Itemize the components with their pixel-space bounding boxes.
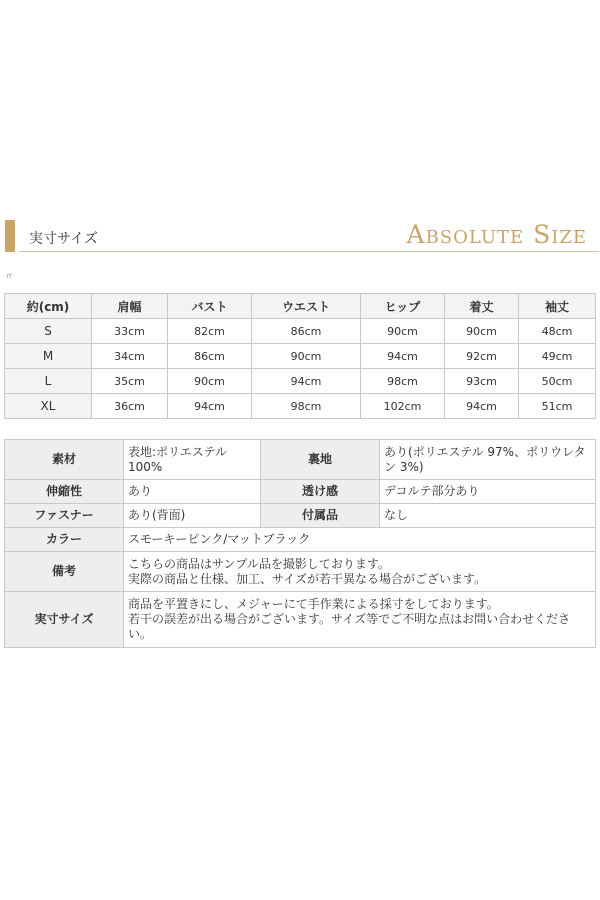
fastener-label: ファスナー	[5, 504, 124, 528]
size-cell: 33cm	[92, 319, 168, 344]
size-cell: 51cm	[519, 394, 596, 419]
table-row	[5, 344, 596, 369]
size-label: M	[5, 344, 92, 369]
size-cell: 102cm	[361, 394, 445, 419]
accessory-label: 付属品	[261, 504, 380, 528]
header-divider	[19, 251, 599, 252]
size-cell: 49cm	[519, 344, 596, 369]
size-cell: 90cm	[445, 319, 519, 344]
color-label: カラー	[5, 528, 124, 552]
size-header-sleeve: 袖丈	[519, 294, 596, 319]
size-table-header-row	[5, 294, 596, 319]
table-row	[5, 480, 596, 504]
color-value: スモーキーピンク/マットブラック	[124, 528, 596, 552]
size-cell: 50cm	[519, 369, 596, 394]
size-cell: 36cm	[92, 394, 168, 419]
size-cell: 98cm	[361, 369, 445, 394]
size-cell: 94cm	[361, 344, 445, 369]
stretch-label: 伸縮性	[5, 480, 124, 504]
table-row	[5, 504, 596, 528]
size-cell: 35cm	[92, 369, 168, 394]
table-row	[5, 528, 596, 552]
size-cell: 98cm	[252, 394, 361, 419]
section-header	[5, 220, 595, 252]
size-header-unit: 約(cm)	[5, 294, 92, 319]
table-row	[5, 369, 596, 394]
remarks-line: 実際の商品と仕様、加工、サイズが若干異なる場合がございます。	[128, 571, 487, 586]
material-label: 素材	[5, 440, 124, 480]
fastener-value: あり(背面)	[124, 504, 261, 528]
material-value: 表地:ポリエステル100%	[124, 440, 261, 480]
size-cell: 93cm	[445, 369, 519, 394]
ditto-mark: 〃	[4, 272, 14, 283]
size-cell: 90cm	[252, 344, 361, 369]
spec-table	[4, 439, 596, 648]
section-title-en: Absolute Size	[406, 220, 587, 249]
header-accent-block	[5, 220, 15, 252]
size-header-bust: バスト	[168, 294, 252, 319]
size-cell: 48cm	[519, 319, 596, 344]
sheer-value: デコルテ部分あり	[380, 480, 596, 504]
size-header-hip: ヒップ	[361, 294, 445, 319]
size-cell: 86cm	[252, 319, 361, 344]
size-header-waist: ウエスト	[252, 294, 361, 319]
size-table	[4, 293, 596, 419]
size-cell: 92cm	[445, 344, 519, 369]
remarks-value	[124, 552, 596, 592]
stretch-value: あり	[124, 480, 261, 504]
remarks-label: 備考	[5, 552, 124, 592]
table-row	[5, 319, 596, 344]
section-title-jp: 実寸サイズ	[29, 231, 98, 247]
measure-value	[124, 592, 596, 648]
sheer-label: 透け感	[261, 480, 380, 504]
lining-value: あり(ポリエステル 97%、ポリウレタン 3%)	[380, 440, 596, 480]
table-row	[5, 552, 596, 592]
lining-label: 裏地	[261, 440, 380, 480]
measure-line: 商品を平置きにし、メジャーにて手作業による採寸をしております。	[128, 597, 499, 611]
size-cell: 90cm	[168, 369, 252, 394]
accessory-value: なし	[380, 504, 596, 528]
measure-label: 実寸サイズ	[5, 592, 124, 648]
size-cell: 94cm	[252, 369, 361, 394]
size-label: S	[5, 319, 92, 344]
remarks-line: こちらの商品はサンプル品を撮影しております。	[128, 556, 390, 571]
size-cell: 82cm	[168, 319, 252, 344]
size-label: XL	[5, 394, 92, 419]
table-row	[5, 394, 596, 419]
table-row	[5, 592, 596, 648]
measure-line: 若干の誤差が出る場合がございます。サイズ等でご不明な点はお問い合わせください。	[128, 612, 571, 641]
size-label: L	[5, 369, 92, 394]
size-cell: 86cm	[168, 344, 252, 369]
size-cell: 90cm	[361, 319, 445, 344]
size-cell: 34cm	[92, 344, 168, 369]
size-header-length: 着丈	[445, 294, 519, 319]
size-header-shoulder: 肩幅	[92, 294, 168, 319]
size-cell: 94cm	[168, 394, 252, 419]
table-row	[5, 440, 596, 480]
size-cell: 94cm	[445, 394, 519, 419]
